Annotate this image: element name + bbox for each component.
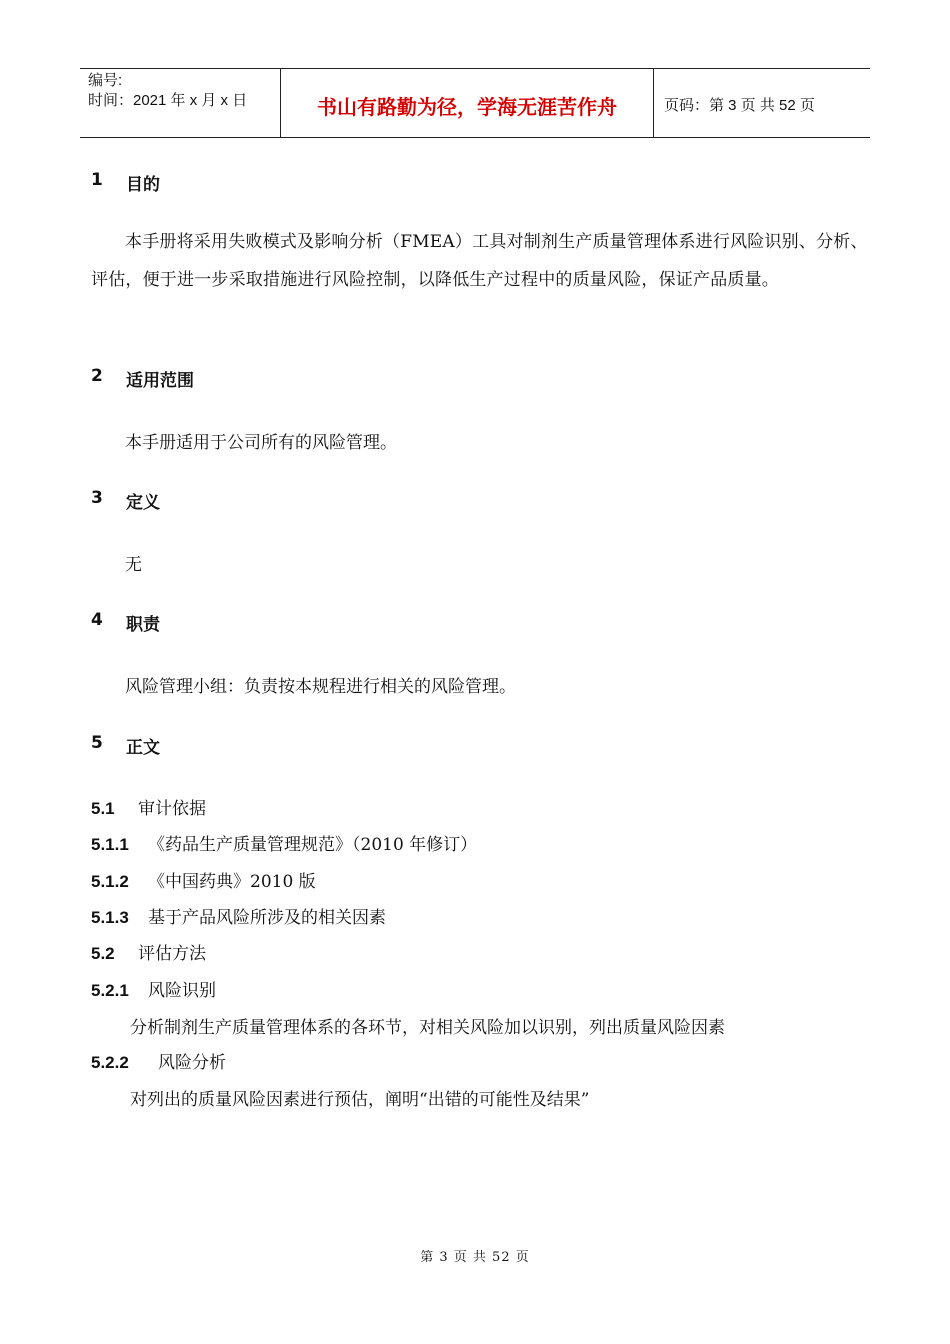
section-heading-5 [91,733,160,758]
page-footer: 第 3 页 共 52 页 [420,1250,530,1265]
section-heading-1 [91,170,160,195]
subsection-number: 5.1.2 [91,872,129,891]
section-title: 职责 [126,615,160,635]
subsection-5-1-3 [91,903,386,928]
subsection-text: 评估方法 [138,944,206,964]
subsection-5-2-1-body: 分析制剂生产质量管理体系的各环节，对相关风险加以识别，列出质量风险因素 [130,1018,725,1038]
header-motto: 书山有路勤为径，学海无涯苦作舟 [317,94,617,119]
subsection-text: 《中国药典》2010 版 [148,872,316,892]
subsection-number: 5.1.1 [91,835,129,854]
section-title: 适用范围 [126,371,194,391]
section-title: 正文 [126,738,160,758]
section-heading-4 [91,610,160,635]
document-number-label: 编号: [88,72,123,89]
subsection-5-1-1 [91,830,477,855]
subsection-5-2-1 [91,976,216,1001]
section-heading-3 [91,488,160,513]
header-page-info: 页码：第 3 页 共 52 页 [664,96,815,114]
section-number: 2 [91,366,103,386]
section-number: 1 [91,170,103,190]
section-3-body: 无 [125,555,142,575]
section-number: 3 [91,488,103,508]
header-meta-cell [80,69,281,137]
section-1-body: 本手册将采用失败模式及影响分析（FMEA）工具对制剂生产质量管理体系进行风险识别、分析、评估，便于进一步采取措施进行风险控制，以降低生产过程中的质量风险，保证产品质量。 [91,232,868,290]
section-title: 定义 [126,493,160,513]
subsection-5-1-2 [91,867,316,892]
subsection-5-2-2 [91,1048,226,1073]
section-title: 目的 [126,175,160,195]
header-page-cell [654,69,870,137]
subsection-number: 5.1.3 [91,908,129,927]
subsection-number: 5.1 [91,799,115,818]
document-time-label: 时间：2021 年 x 月 x 日 [88,92,248,109]
subsection-5-2-2-body: 对列出的质量风险因素进行预估，阐明“出错的可能性及结果” [130,1090,590,1110]
header-motto-cell [281,69,654,137]
subsection-number: 5.2.1 [91,981,129,1000]
subsection-text: 《药品生产质量管理规范》（2010 年修订） [148,835,478,855]
section-heading-2 [91,366,194,391]
subsection-text: 风险识别 [148,981,216,1001]
section-4-body: 风险管理小组：负责按本规程进行相关的风险管理。 [125,677,516,697]
subsection-number: 5.2.2 [91,1053,129,1072]
section-2-body: 本手册适用于公司所有的风险管理。 [125,433,397,453]
section-number: 5 [91,733,103,753]
subsection-5-2 [91,939,206,964]
subsection-text: 基于产品风险所涉及的相关因素 [148,908,386,928]
subsection-text: 风险分析 [158,1053,226,1073]
section-number: 4 [91,610,103,630]
subsection-text: 审计依据 [138,799,206,819]
subsection-5-1 [91,794,206,819]
subsection-number: 5.2 [91,944,115,963]
document-header [80,68,870,138]
